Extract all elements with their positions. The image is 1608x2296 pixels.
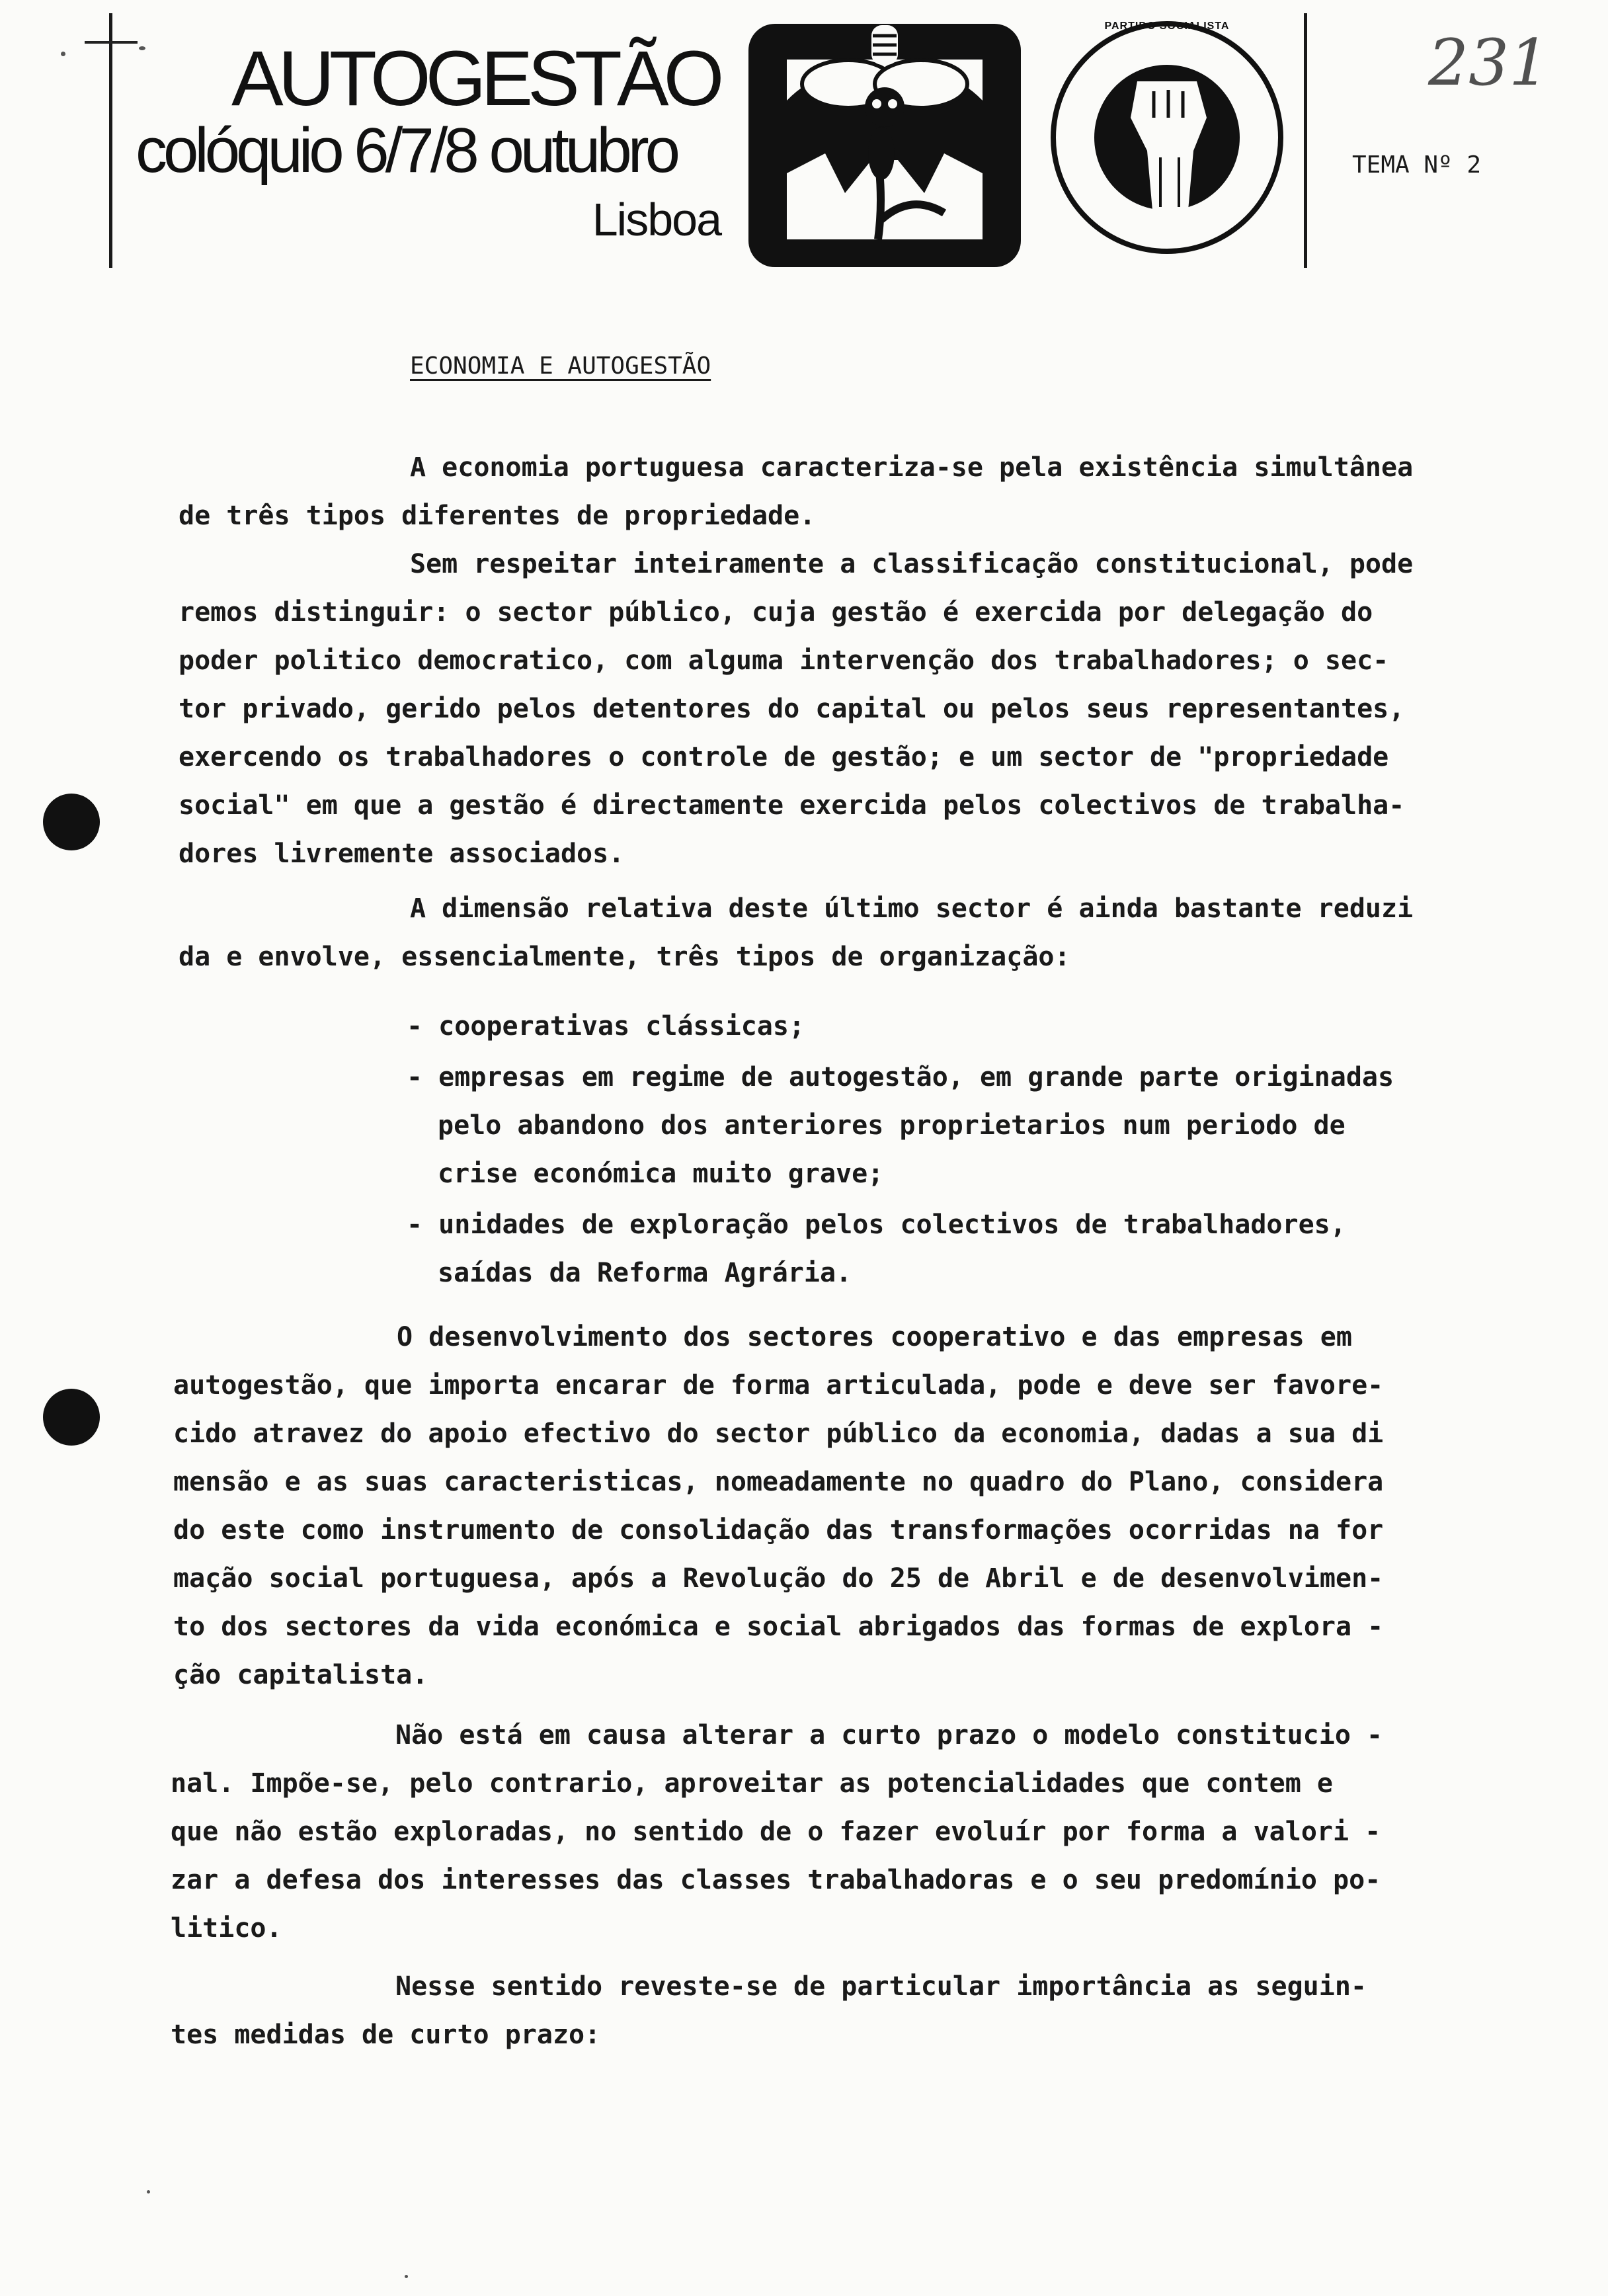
corner-speck bbox=[139, 46, 145, 50]
list-item: - empresas em regime de autogestão, em grande parte originadas bbox=[407, 1062, 1394, 1092]
body-line: nal. Impõe-se, pelo contrario, aproveitar as potencialidades que contem e bbox=[171, 1768, 1333, 1799]
header-left-rule bbox=[109, 13, 112, 268]
brand-title: AUTOGESTÃO bbox=[231, 35, 719, 122]
document-title: ECONOMIA E AUTOGESTÃO bbox=[410, 352, 711, 380]
body-line: A dimensão relativa deste último sector é ainda bastante reduzi bbox=[410, 893, 1414, 924]
body-line: que não estão exploradas, no sentido de o fazer evoluír por forma a valori - bbox=[171, 1817, 1381, 1847]
body-line: zar a defesa dos interesses das classes trabalhadoras e o seu predomínio po- bbox=[171, 1865, 1381, 1895]
body-line: poder politico democratico, com alguma intervenção dos trabalhadores; o sec- bbox=[179, 645, 1389, 676]
body-line: tor privado, gerido pelos detentores do capital ou pelos seus representantes, bbox=[179, 694, 1405, 724]
partido-socialista-seal-icon bbox=[1048, 19, 1286, 257]
body-line: Sem respeitar inteiramente a classificação constitucional, pode bbox=[410, 549, 1414, 579]
header-right-rule bbox=[1304, 13, 1307, 268]
seal-label: PARTIDO SOCIALISTA bbox=[1104, 20, 1230, 32]
brand-subtitle: colóquio 6/7/8 outubro bbox=[136, 115, 677, 186]
scan-speck bbox=[405, 2275, 408, 2278]
body-line: do este como instrumento de consolidação das transformações ocorridas na for bbox=[173, 1515, 1384, 1545]
body-line: Nesse sentido reveste-se de particular importância as seguin- bbox=[395, 1971, 1367, 2002]
body-line: mensão e as suas caracteristicas, nomeadamente no quadro do Plano, considera bbox=[173, 1467, 1384, 1497]
body-line: litico. bbox=[171, 1913, 282, 1944]
list-item-continuation: pelo abandono dos anteriores proprietarios num periodo de bbox=[438, 1110, 1346, 1141]
body-line: de três tipos diferentes de propriedade. bbox=[179, 501, 816, 531]
tema-label: TEMA Nº 2 bbox=[1352, 151, 1482, 179]
body-line: tes medidas de curto prazo: bbox=[171, 2020, 601, 2050]
corner-cross-mark bbox=[85, 41, 138, 44]
body-line: O desenvolvimento dos sectores cooperativo e das empresas em bbox=[397, 1322, 1352, 1352]
body-line: A economia portuguesa caracteriza-se pela existência simultânea bbox=[410, 452, 1414, 483]
list-item-continuation: crise económica muito grave; bbox=[438, 1159, 884, 1189]
body-line: remos distinguir: o sector público, cuja gestão é exercida por delegação do bbox=[179, 597, 1373, 628]
body-line: social" em que a gestão é directamente exercida pelos colectivos de trabalha- bbox=[179, 790, 1405, 821]
list-item: - cooperativas clássicas; bbox=[407, 1011, 805, 1042]
punch-hole bbox=[43, 794, 100, 850]
body-line: autogestão, que importa encarar de forma articulada, pode e deve ser favore- bbox=[173, 1370, 1384, 1401]
handwritten-page-number: 231 bbox=[1428, 26, 1550, 100]
body-line: da e envolve, essencialmente, três tipos de organização: bbox=[179, 942, 1070, 972]
punch-hole bbox=[43, 1389, 100, 1446]
autogestao-logo-icon bbox=[746, 21, 1024, 270]
body-line: Não está em causa alterar a curto prazo o modelo constitucio - bbox=[395, 1720, 1383, 1750]
list-item-continuation: saídas da Reforma Agrária. bbox=[438, 1258, 852, 1288]
corner-speck bbox=[61, 52, 65, 56]
body-line: ção capitalista. bbox=[173, 1660, 428, 1690]
body-line: cido atravez do apoio efectivo do sector público da economia, dadas a sua di bbox=[173, 1418, 1384, 1449]
body-line: dores livremente associados. bbox=[179, 839, 625, 869]
body-line: exercendo os trabalhadores o controle de gestão; e um sector de "propriedade bbox=[179, 742, 1389, 772]
scan-speck bbox=[147, 2190, 150, 2194]
body-line: to dos sectores da vida económica e social abrigados das formas de explora - bbox=[173, 1612, 1384, 1642]
body-line: mação social portuguesa, após a Revolução do 25 de Abril e de desenvolvimen- bbox=[173, 1563, 1384, 1594]
list-item: - unidades de exploração pelos colectivos de trabalhadores, bbox=[407, 1210, 1346, 1240]
brand-city: Lisboa bbox=[592, 194, 721, 245]
